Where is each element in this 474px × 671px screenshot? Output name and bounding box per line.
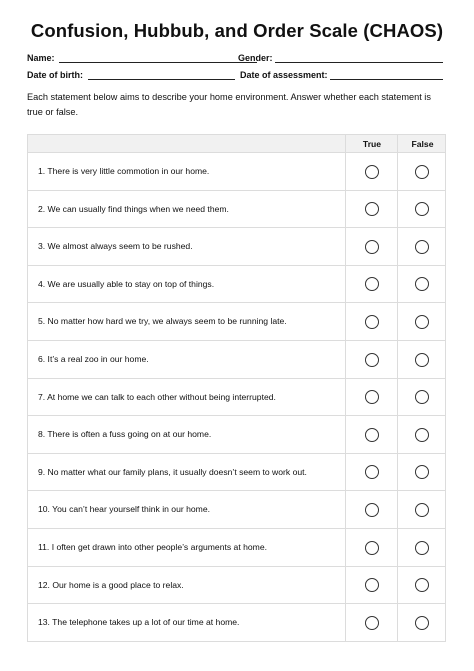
statement-text: 13. The telephone takes up a lot of our time at home. (38, 617, 240, 628)
false-radio[interactable] (415, 428, 429, 442)
column-divider (345, 134, 346, 642)
true-radio[interactable] (365, 541, 379, 555)
statement-text: 8. There is often a fuss going on at our home. (38, 429, 212, 440)
table-row (27, 567, 446, 605)
page-title: Confusion, Hubbub, and Order Scale (CHAOS) (30, 20, 444, 41)
table-row (27, 529, 446, 567)
true-radio[interactable] (365, 165, 379, 179)
false-radio[interactable] (415, 578, 429, 592)
false-radio[interactable] (415, 165, 429, 179)
statement-text: 3. We almost always seem to be rushed. (38, 241, 193, 252)
column-divider (397, 134, 398, 642)
false-radio[interactable] (415, 240, 429, 254)
statement-text: 6. It’s a real zoo in our home. (38, 353, 149, 364)
true-radio[interactable] (365, 428, 379, 442)
table-row (27, 228, 446, 266)
false-radio[interactable] (415, 353, 429, 367)
instructions-text: Each statement below aims to describe your home environment. Answer whether each statement is true or false. (27, 92, 431, 117)
statement-text: 9. No matter what our family plans, it usually doesn’t seem to work out. (38, 466, 307, 477)
false-radio[interactable] (415, 616, 429, 630)
table-row (27, 191, 446, 229)
table-body (27, 153, 446, 642)
name-label: Name: (27, 53, 55, 63)
statement-text: 5. No matter how hard we try, we always seem to be running late. (38, 316, 287, 327)
true-radio[interactable] (365, 390, 379, 404)
statement-text: 1. There is very little commotion in our home. (38, 166, 210, 176)
column-header-true: True (362, 139, 382, 149)
false-radio[interactable] (415, 277, 429, 291)
table-row (27, 604, 446, 642)
dob-label: Date of birth: (27, 70, 83, 80)
form-fields-row-2 (27, 70, 447, 84)
true-radio[interactable] (365, 277, 379, 291)
true-radio[interactable] (365, 202, 379, 216)
gender-label: Gender: (238, 53, 273, 63)
form-fields-row-1 (27, 53, 447, 67)
statement-text: 11. I often get drawn into other people’s arguments at home. (38, 541, 267, 552)
false-radio[interactable] (415, 202, 429, 216)
dob-field[interactable] (88, 79, 235, 80)
statement-text: 10. You can’t hear yourself think in our home. (38, 504, 210, 515)
table-row (27, 416, 446, 454)
statement-text: 7. At home we can talk to each other without being interrupted. (38, 391, 276, 402)
true-radio[interactable] (365, 465, 379, 479)
table-row (27, 341, 446, 379)
assessment-date-field[interactable] (330, 79, 443, 80)
table-row (27, 266, 446, 304)
questionnaire-table (27, 134, 446, 642)
false-radio[interactable] (415, 465, 429, 479)
statement-text: 2. We can usually find things when we need them. (38, 203, 229, 214)
false-radio[interactable] (415, 315, 429, 329)
statement-text: 4. We are usually able to stay on top of things. (38, 278, 215, 289)
false-radio[interactable] (415, 541, 429, 555)
column-header-false: False (411, 139, 434, 149)
true-radio[interactable] (365, 503, 379, 517)
true-radio[interactable] (365, 616, 379, 630)
assessment-date-label: Date of assessment: (240, 70, 328, 80)
true-radio[interactable] (365, 578, 379, 592)
table-row (27, 379, 446, 417)
false-radio[interactable] (415, 503, 429, 517)
table-row (27, 153, 446, 191)
table-row (27, 491, 446, 529)
table-row (27, 303, 446, 341)
table-row (27, 454, 446, 492)
name-field[interactable] (59, 62, 257, 63)
false-radio[interactable] (415, 390, 429, 404)
true-radio[interactable] (365, 315, 379, 329)
true-radio[interactable] (365, 240, 379, 254)
table-header (27, 134, 446, 153)
true-radio[interactable] (365, 353, 379, 367)
statement-text: 12. Our home is a good place to relax. (38, 579, 184, 590)
gender-field[interactable] (275, 62, 443, 63)
